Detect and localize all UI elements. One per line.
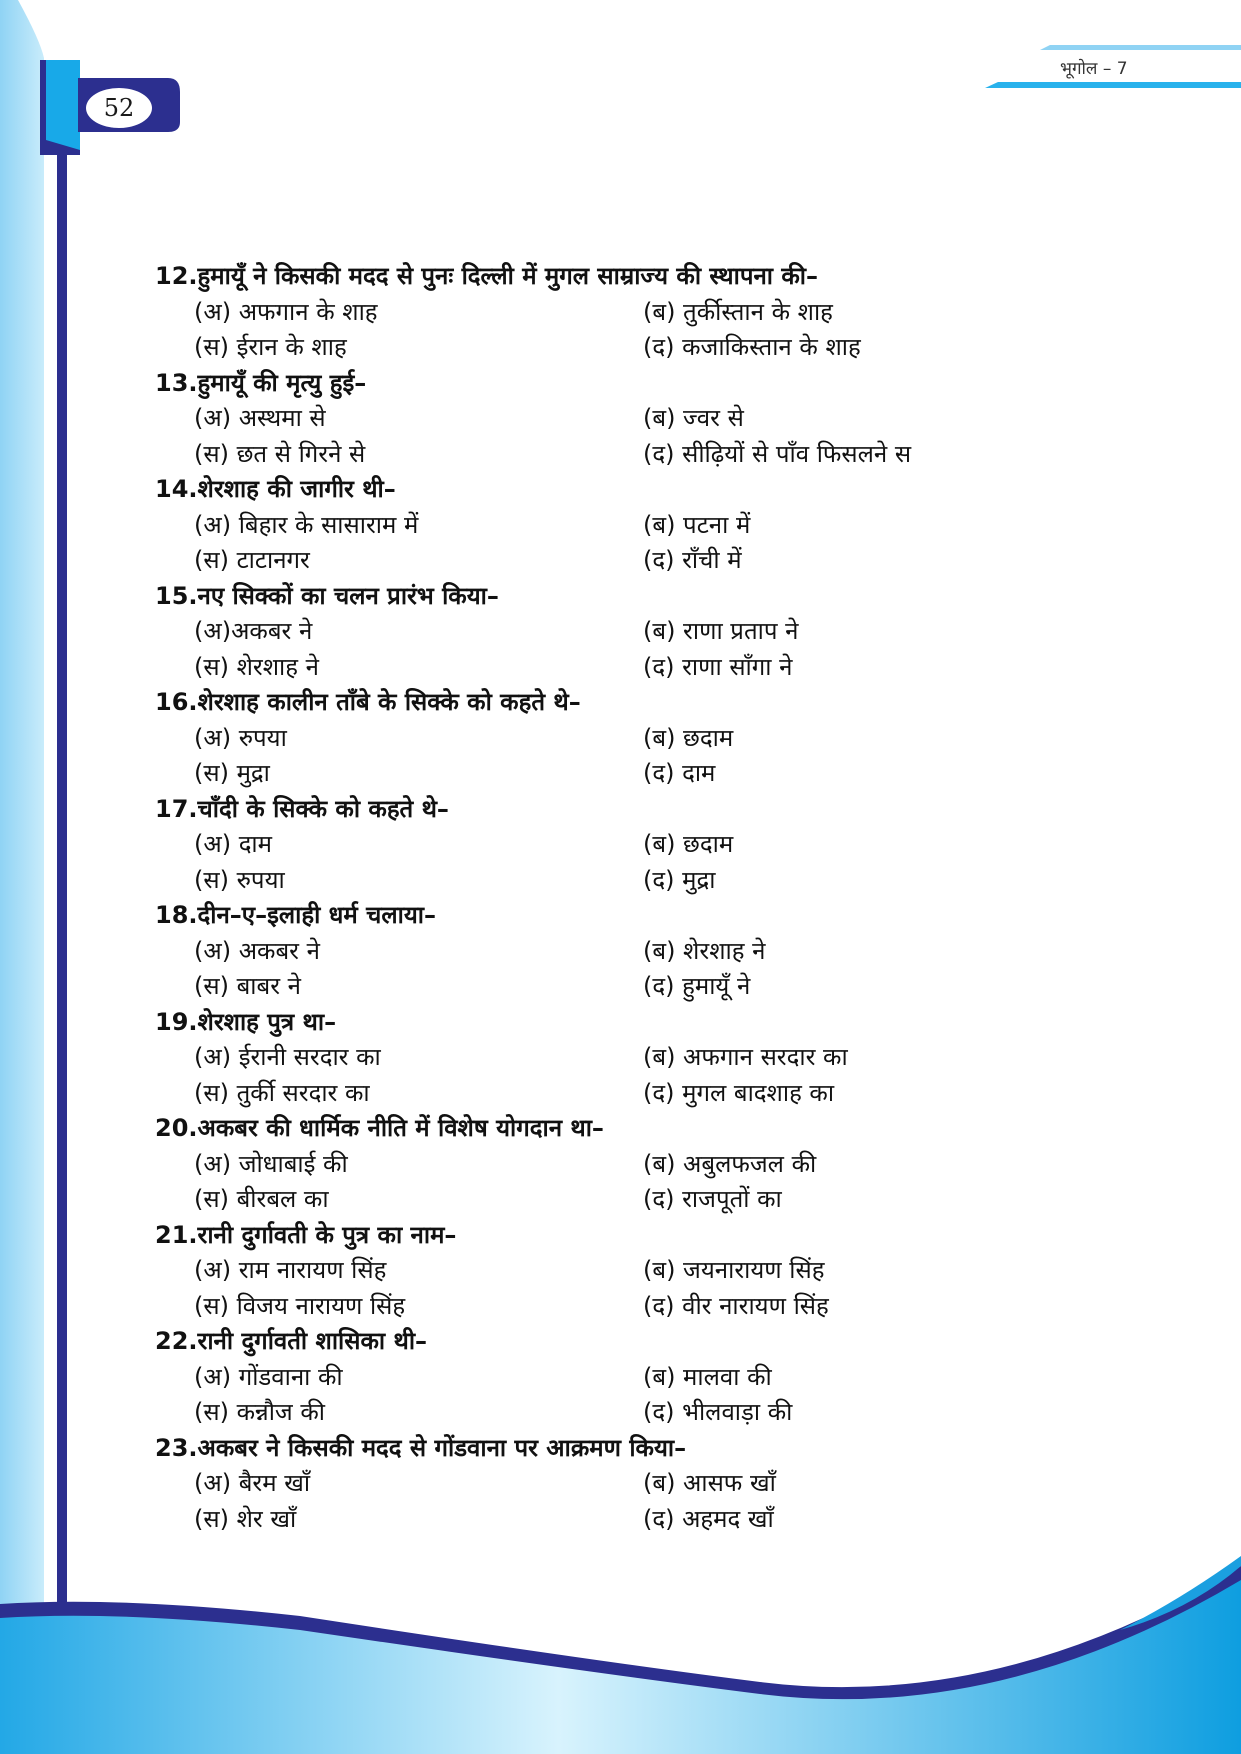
options-row — [155, 437, 1155, 473]
option-c: (स) बाबर ने — [194, 972, 301, 1000]
option-d: (द) हुमायूँ ने — [643, 972, 751, 1000]
option-c: (स) रुपया — [194, 865, 285, 894]
option-c: (स) बीरबल का — [194, 1185, 329, 1213]
option-a: (अ) अस्थमा से — [194, 404, 326, 432]
option-c: (स) कन्नौज की — [194, 1398, 325, 1426]
options-row — [155, 614, 1155, 650]
option-b: (ब) मालवा की — [643, 1362, 772, 1391]
option-c: (स) छत से गिरने से — [194, 439, 366, 468]
option-a: (अ) जोधाबाई की — [194, 1149, 348, 1178]
question-20: 20.अकबर की धार्मिक नीति में विशेष योगदान था– — [155, 1114, 604, 1142]
options-row — [155, 1502, 1155, 1538]
options-row — [155, 1040, 1155, 1076]
option-d: (द) दाम — [643, 759, 716, 787]
options-row — [155, 863, 1155, 899]
option-c: (स) शेर खाँ — [194, 1504, 297, 1533]
options-row — [155, 756, 1155, 792]
option-a: (अ) रुपया — [194, 723, 287, 752]
options-row — [155, 1289, 1155, 1325]
option-c: (स) टाटानगर — [194, 546, 310, 574]
option-d: (द) मुगल बादशाह का — [643, 1078, 835, 1107]
options-row — [155, 1395, 1155, 1431]
question-22: 22.रानी दुर्गावती शासिका थी– — [155, 1327, 428, 1355]
options-row — [155, 401, 1155, 437]
options-row — [155, 330, 1155, 366]
option-c: (स) ईरान के शाह — [194, 333, 347, 361]
option-b: (ब) शेरशाह ने — [643, 936, 766, 965]
option-a: (अ) बिहार के सासाराम में — [194, 510, 419, 539]
question-14: 14.शेरशाह की जागीर थी– — [155, 475, 396, 503]
option-c: (स) मुद्रा — [194, 759, 270, 787]
question-12: 12.हुमायूँ ने किसकी मदद से पुनः दिल्ली में मुगल साम्राज्य की स्थापना की– — [155, 262, 819, 290]
options-row — [155, 295, 1155, 331]
options-row — [155, 721, 1155, 757]
options-row — [155, 1182, 1155, 1218]
question-18: 18.दीन–ए–इलाही धर्म चलाया– — [155, 901, 436, 929]
question-19: 19.शेरशाह पुत्र था– — [155, 1007, 337, 1036]
option-b: (ब) जयनारायण सिंह — [643, 1256, 825, 1284]
options-row — [155, 1466, 1155, 1502]
question-21: 21.रानी दुर्गावती के पुत्र का नाम– — [155, 1220, 457, 1249]
question-list — [155, 259, 1155, 1537]
option-b: (ब) छदाम — [643, 830, 734, 858]
option-d: (द) राणा साँगा ने — [643, 652, 793, 681]
options-row — [155, 1076, 1155, 1112]
options-row — [155, 1360, 1155, 1396]
option-a: (अ) ईरानी सरदार का — [194, 1043, 381, 1071]
option-a: (अ)अकबर ने — [194, 617, 313, 645]
question-15: 15.नए सिक्कों का चलन प्रारंभ किया– — [155, 581, 499, 610]
option-b: (ब) अफगान सरदार का — [643, 1043, 848, 1071]
option-b: (ब) राणा प्रताप ने — [643, 617, 799, 645]
option-a: (अ) बैरम खाँ — [194, 1469, 311, 1497]
option-c: (स) विजय नारायण सिंह — [194, 1291, 406, 1320]
option-a: (अ) राम नारायण सिंह — [194, 1256, 387, 1284]
option-d: (द) वीर नारायण सिंह — [643, 1291, 829, 1320]
option-d: (द) भीलवाड़ा की — [643, 1398, 793, 1426]
option-a: (अ) दाम — [194, 830, 273, 858]
option-a: (अ) अफगान के शाह — [194, 297, 378, 326]
option-d: (द) मुद्रा — [643, 865, 716, 894]
question-23: 23.अकबर ने किसकी मदद से गोंडवाना पर आक्रमण किया– — [155, 1433, 687, 1462]
options-row — [155, 1253, 1155, 1289]
option-a: (अ) अकबर ने — [194, 936, 320, 965]
option-b: (ब) पटना में — [643, 510, 751, 539]
option-b: (ब) तुर्कीस्तान के शाह — [643, 297, 833, 326]
option-b: (ब) आसफ खाँ — [643, 1469, 776, 1497]
subject-header: भूगोल – 7 — [1060, 59, 1128, 79]
option-d: (द) कजाकिस्तान के शाह — [643, 333, 861, 361]
option-b: (ब) अबुलफजल की — [643, 1149, 817, 1178]
question-17: 17.चाँदी के सिक्के को कहते थे– — [155, 794, 449, 823]
options-row — [155, 969, 1155, 1005]
question-16: 16.शेरशाह कालीन ताँबे के सिक्के को कहते थे– — [155, 688, 581, 716]
options-row — [155, 827, 1155, 863]
option-b: (ब) ज्वर से — [643, 404, 744, 432]
options-row — [155, 1147, 1155, 1183]
option-c: (स) तुर्की सरदार का — [194, 1078, 370, 1107]
options-row — [155, 650, 1155, 686]
options-row — [155, 543, 1155, 579]
options-row — [155, 934, 1155, 970]
option-b: (ब) छदाम — [643, 723, 734, 752]
option-d: (द) राँची में — [643, 546, 742, 574]
question-13: 13.हुमायूँ की मृत्यु हुई– — [155, 368, 367, 397]
page-number: 52 — [103, 94, 135, 122]
option-d: (द) सीढ़ियों से पाँव फिसलने स — [643, 439, 912, 468]
option-a: (अ) गोंडवाना की — [194, 1362, 343, 1391]
option-d: (द) राजपूतों का — [643, 1185, 782, 1213]
option-c: (स) शेरशाह ने — [194, 652, 319, 681]
options-row — [155, 508, 1155, 544]
option-d: (द) अहमद खाँ — [643, 1504, 774, 1533]
